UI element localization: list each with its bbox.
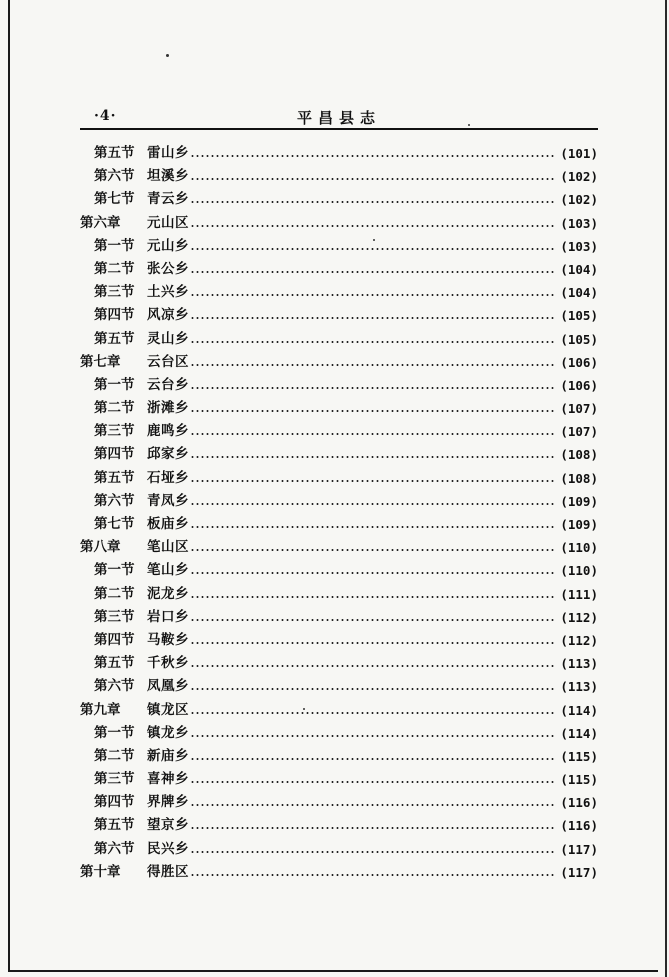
toc-section-row	[80, 513, 598, 536]
toc-section-row	[80, 420, 598, 443]
toc-entry-number: 第六章	[80, 214, 121, 231]
toc-entry-title: 镇龙区	[147, 701, 189, 718]
toc-entry-page: (106)	[560, 377, 598, 393]
toc-section-row	[80, 235, 598, 258]
toc-entry-number: 第五节	[94, 145, 135, 161]
toc-entry-page: (104)	[560, 285, 598, 301]
dot-leader	[190, 387, 554, 389]
page-number: ·4·	[94, 108, 117, 124]
toc-section-row	[80, 768, 598, 791]
toc-entry-page: (117)	[560, 841, 598, 857]
toc-entry-number: 第一节	[94, 376, 135, 393]
toc-entry-title: 新庙乡	[147, 747, 189, 764]
toc-entry-title: 千秋乡	[147, 655, 189, 672]
toc-entry-number: 第三节	[94, 423, 135, 440]
toc-section-row	[80, 467, 598, 490]
dot-leader	[190, 851, 554, 853]
toc-entry-title: 风凉乡	[147, 307, 189, 324]
toc-chapter-row	[80, 212, 598, 235]
toc-section-row	[80, 814, 598, 837]
toc-entry-number: 第五节	[94, 655, 135, 672]
dot-leader	[190, 225, 554, 227]
toc-entry-page: (103)	[560, 238, 598, 254]
dot-leader	[190, 781, 554, 783]
dot-leader	[190, 665, 554, 667]
toc-entry-number: 第一节	[94, 724, 135, 741]
table-of-contents	[80, 142, 598, 884]
dot-leader	[190, 549, 554, 551]
dot-leader	[190, 155, 554, 157]
toc-section-row	[80, 490, 598, 513]
toc-entry-title: 民兴乡	[147, 840, 189, 857]
toc-entry-page: (112)	[560, 609, 598, 625]
toc-entry-page: (117)	[560, 864, 598, 880]
scan-edge	[665, 0, 667, 977]
dot-leader	[190, 526, 554, 528]
toc-section-row	[80, 142, 598, 165]
toc-entry-page: (105)	[560, 308, 598, 324]
toc-entry-number: 第六节	[94, 678, 135, 695]
toc-entry-page: (109)	[560, 517, 598, 532]
dot-leader	[190, 688, 554, 690]
toc-entry-number: 第六节	[94, 168, 135, 185]
toc-section-row	[80, 791, 598, 814]
toc-entry-page: (108)	[560, 447, 598, 463]
toc-entry-title: 笔山乡	[147, 562, 189, 579]
toc-entry-number: 第一节	[94, 237, 135, 254]
dot-leader	[190, 503, 554, 505]
toc-section-row	[80, 745, 598, 768]
toc-section-row	[80, 606, 598, 629]
toc-entry-number: 第十章	[80, 863, 121, 880]
toc-section-row	[80, 304, 598, 327]
toc-section-row	[80, 188, 598, 211]
toc-entry-number: 第六节	[94, 492, 135, 509]
toc-entry-title: 邱家乡	[147, 446, 189, 463]
toc-section-row	[80, 258, 598, 281]
toc-entry-title: 土兴乡	[147, 284, 189, 301]
toc-entry-number: 第三节	[94, 284, 135, 301]
toc-entry-page: (113)	[560, 656, 598, 672]
toc-section-row	[80, 838, 598, 861]
toc-entry-page: (102)	[560, 169, 598, 185]
toc-entry-title: 张公乡	[147, 260, 189, 277]
toc-entry-page: (104)	[560, 261, 598, 277]
toc-entry-page: (116)	[560, 795, 598, 811]
toc-entry-page: (115)	[560, 748, 598, 764]
toc-entry-number: 第二节	[94, 747, 135, 764]
toc-section-row	[80, 328, 598, 351]
toc-entry-title: 望京乡	[147, 817, 189, 834]
toc-entry-page: (101)	[560, 146, 598, 161]
dot-leader	[190, 480, 554, 482]
toc-entry-number: 第五节	[94, 817, 135, 834]
toc-entry-title: 板庙乡	[147, 516, 189, 532]
dot-leader	[190, 642, 554, 644]
toc-entry-page: (102)	[560, 192, 598, 208]
toc-section-row	[80, 443, 598, 466]
toc-entry-page: (108)	[560, 470, 598, 486]
toc-entry-title: 云台区	[147, 353, 189, 370]
dot-leader	[190, 804, 554, 806]
toc-entry-title: 笔山区	[147, 539, 189, 556]
toc-entry-number: 第四节	[94, 631, 135, 648]
toc-entry-page: (105)	[560, 331, 598, 347]
toc-entry-title: 得胜区	[147, 863, 189, 880]
dot-leader	[190, 572, 554, 574]
toc-entry-page: (113)	[560, 679, 598, 695]
toc-section-row	[80, 281, 598, 304]
dot-leader	[190, 341, 554, 343]
toc-chapter-row	[80, 351, 598, 374]
toc-entry-title: 石垭乡	[147, 469, 189, 486]
dot-leader	[190, 456, 554, 458]
dot-leader	[190, 271, 554, 273]
toc-entry-page: (115)	[560, 772, 598, 788]
toc-chapter-row	[80, 536, 598, 559]
toc-section-row	[80, 374, 598, 397]
toc-entry-title: 喜神乡	[147, 771, 189, 788]
toc-entry-page: (103)	[560, 215, 598, 231]
toc-entry-title: 元山乡	[147, 237, 189, 254]
toc-section-row	[80, 629, 598, 652]
toc-entry-title: 镇龙乡	[147, 724, 189, 741]
dot-leader	[190, 248, 554, 250]
toc-entry-number: 第二节	[94, 400, 135, 417]
toc-entry-number: 第二节	[94, 585, 135, 602]
toc-chapter-row	[80, 861, 598, 884]
running-header	[80, 104, 598, 130]
toc-section-row	[80, 583, 598, 606]
toc-entry-number: 第五节	[94, 469, 135, 486]
toc-entry-title: 灵山乡	[147, 330, 189, 347]
dot-leader	[190, 596, 554, 598]
toc-entry-page: (112)	[560, 632, 598, 648]
toc-entry-title: 泥龙乡	[147, 585, 189, 602]
toc-entry-page: (114)	[560, 725, 598, 741]
toc-entry-number: 第二节	[94, 260, 135, 277]
toc-entry-title: 元山区	[147, 214, 189, 231]
toc-entry-number: 第四节	[94, 446, 135, 463]
toc-chapter-row	[80, 699, 598, 722]
toc-entry-page: (107)	[560, 424, 598, 440]
dot-leader	[190, 317, 554, 319]
book-title: 平昌县志	[296, 109, 381, 127]
toc-entry-number: 第七章	[80, 353, 121, 370]
toc-entry-page: (109)	[560, 493, 598, 509]
dot-leader	[190, 712, 554, 714]
toc-entry-title: 界牌乡	[147, 794, 189, 811]
dot-leader	[190, 735, 554, 737]
toc-entry-page: (110)	[560, 563, 598, 579]
dot-leader	[190, 758, 554, 760]
dot-leader	[190, 410, 554, 412]
toc-entry-title: 马鞍乡	[147, 631, 189, 648]
toc-entry-number: 第九章	[80, 701, 121, 718]
toc-entry-title: 云台乡	[147, 376, 189, 393]
dot-leader	[190, 619, 554, 621]
toc-entry-page: (106)	[560, 354, 598, 370]
toc-entry-number: 第六节	[94, 840, 135, 857]
toc-entry-page: (116)	[560, 818, 598, 834]
toc-entry-title: 凤凰乡	[147, 678, 189, 695]
toc-section-row	[80, 165, 598, 188]
toc-entry-title: 雷山乡	[147, 145, 189, 161]
toc-entry-title: 坦溪乡	[147, 168, 189, 185]
toc-section-row	[80, 722, 598, 745]
toc-entry-page: (107)	[560, 401, 598, 417]
toc-section-row	[80, 397, 598, 420]
toc-entry-number: 第三节	[94, 771, 135, 788]
dot-leader	[190, 178, 554, 180]
toc-section-row	[80, 675, 598, 698]
toc-entry-title: 岩口乡	[147, 608, 189, 625]
toc-entry-title: 青云乡	[147, 191, 189, 208]
toc-entry-page: (114)	[560, 702, 598, 718]
toc-entry-number: 第七节	[94, 516, 135, 532]
toc-entry-number: 第八章	[80, 539, 121, 556]
toc-entry-title: 浙滩乡	[147, 400, 189, 417]
toc-entry-number: 第五节	[94, 330, 135, 347]
toc-entry-number: 第三节	[94, 608, 135, 625]
toc-section-row	[80, 559, 598, 582]
toc-entry-number: 第一节	[94, 562, 135, 579]
dot-leader	[190, 433, 554, 435]
toc-entry-number: 第四节	[94, 794, 135, 811]
toc-entry-title: 青凤乡	[147, 492, 189, 509]
dot-leader	[190, 201, 554, 203]
dot-leader	[190, 827, 554, 829]
toc-section-row	[80, 652, 598, 675]
dot-leader	[190, 294, 554, 296]
toc-entry-title: 鹿鸣乡	[147, 423, 189, 440]
scan-speck	[166, 54, 169, 57]
toc-entry-page: (110)	[560, 540, 598, 556]
dot-leader	[190, 364, 554, 366]
toc-entry-number: 第四节	[94, 307, 135, 324]
dot-leader	[190, 874, 554, 876]
toc-entry-page: (111)	[560, 586, 598, 602]
toc-entry-number: 第七节	[94, 191, 135, 208]
